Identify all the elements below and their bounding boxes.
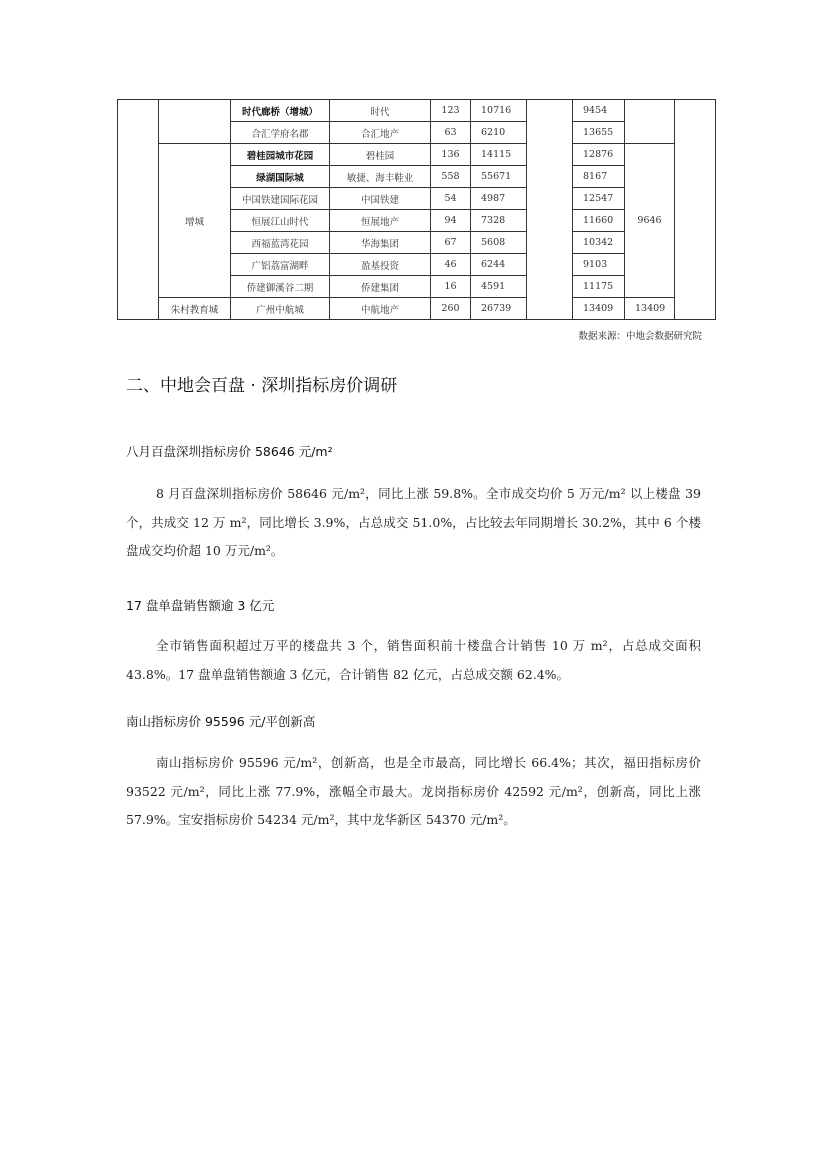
developer-name: 中航地产 [330, 298, 431, 320]
price-value: 13409 [573, 298, 625, 320]
table-blank-cell [159, 100, 231, 144]
developer-name: 盈基投资 [330, 254, 431, 276]
developer-name: 碧桂园 [330, 144, 431, 166]
area-value: 6244 [471, 254, 527, 276]
project-name: 广铝荔富湖畔 [231, 254, 330, 276]
region-index-value: 9646 [625, 144, 675, 298]
area-value: 55671 [471, 166, 527, 188]
units-value: 260 [431, 298, 471, 320]
project-name: 合汇学府名郡 [231, 122, 330, 144]
developer-name: 中国铁建 [330, 188, 431, 210]
table-blank-cell [527, 100, 573, 320]
project-name: 时代廊桥（增城） [231, 100, 330, 122]
area-value: 5608 [471, 232, 527, 254]
price-value: 9103 [573, 254, 625, 276]
region-name: 朱村教育城 [159, 298, 231, 320]
units-value: 123 [431, 100, 471, 122]
region-name: 增城 [159, 144, 231, 298]
project-name: 恒展江山时代 [231, 210, 330, 232]
units-value: 46 [431, 254, 471, 276]
price-value: 8167 [573, 166, 625, 188]
units-value: 94 [431, 210, 471, 232]
project-name: 侨建御溪谷二期 [231, 276, 330, 298]
section-title: 二、中地会百盘 · 深圳指标房价调研 [126, 376, 398, 396]
price-table [117, 99, 716, 320]
developer-name: 时代 [330, 100, 431, 122]
subheading: 八月百盘深圳指标房价 58646 元/m² [126, 444, 333, 459]
developer-name: 敏捷、海丰鞋业 [330, 166, 431, 188]
developer-name: 华海集团 [330, 232, 431, 254]
table-blank-cell [675, 100, 716, 320]
project-name: 广州中航城 [231, 298, 330, 320]
units-value: 558 [431, 166, 471, 188]
region-index-value: 13409 [625, 298, 675, 320]
project-name: 西福蓝湾花园 [231, 232, 330, 254]
table-blank-cell [625, 100, 675, 144]
price-value: 10342 [573, 232, 625, 254]
price-value: 11660 [573, 210, 625, 232]
table-row [118, 144, 716, 166]
developer-name: 侨建集团 [330, 276, 431, 298]
area-value: 4987 [471, 188, 527, 210]
price-value: 12876 [573, 144, 625, 166]
units-value: 63 [431, 122, 471, 144]
area-value: 14115 [471, 144, 527, 166]
paragraph: 全市销售面积超过万平的楼盘共 3 个，销售面积前十楼盘合计销售 10 万 m²，占总成交面积 43.8%。17 盘单盘销售额逾 3 亿元，合计销售 82 亿元，占总成交额 62.4%。 [126, 638, 701, 682]
paragraph: 8 月百盘深圳指标房价 58646 元/m²，同比上涨 59.8%。全市成交均价 5 万元/m² 以上楼盘 39 个，共成交 12 万 m²，同比增长 3.9%，占总成交 51.0%，占比较去年同期增长 30.2%，其中 6 个楼盘成交均价超 10 万元/m²。 [126, 486, 701, 558]
units-value: 16 [431, 276, 471, 298]
subheading: 17 盘单盘销售额逾 3 亿元 [126, 598, 275, 613]
area-value: 10716 [471, 100, 527, 122]
table-blank-cell [118, 100, 159, 320]
project-name: 中国铁建国际花园 [231, 188, 330, 210]
table-row [118, 298, 716, 320]
units-value: 54 [431, 188, 471, 210]
price-value: 13655 [573, 122, 625, 144]
developer-name: 恒展地产 [330, 210, 431, 232]
paragraph: 南山指标房价 95596 元/m²，创新高，也是全市最高，同比增长 66.4%；其次，福田指标房价 93522 元/m²，同比上涨 77.9%，涨幅全市最大。龙岗指标房价 42592 元/m²，创新高，同比上涨 57.9%。宝安指标房价 54234 元/m²，其中龙华新区 54370 元/m²。 [126, 755, 701, 827]
table-row [118, 100, 716, 122]
data-source-note: 数据来源：中地会数据研究院 [578, 331, 702, 342]
units-value: 136 [431, 144, 471, 166]
developer-name: 合汇地产 [330, 122, 431, 144]
subheading: 南山指标房价 95596 元/平创新高 [126, 714, 316, 729]
area-value: 26739 [471, 298, 527, 320]
units-value: 67 [431, 232, 471, 254]
price-value: 9454 [573, 100, 625, 122]
area-value: 6210 [471, 122, 527, 144]
price-value: 11175 [573, 276, 625, 298]
area-value: 4591 [471, 276, 527, 298]
price-value: 12547 [573, 188, 625, 210]
project-name: 绿湖国际城 [231, 166, 330, 188]
area-value: 7328 [471, 210, 527, 232]
project-name: 碧桂园城市花园 [231, 144, 330, 166]
